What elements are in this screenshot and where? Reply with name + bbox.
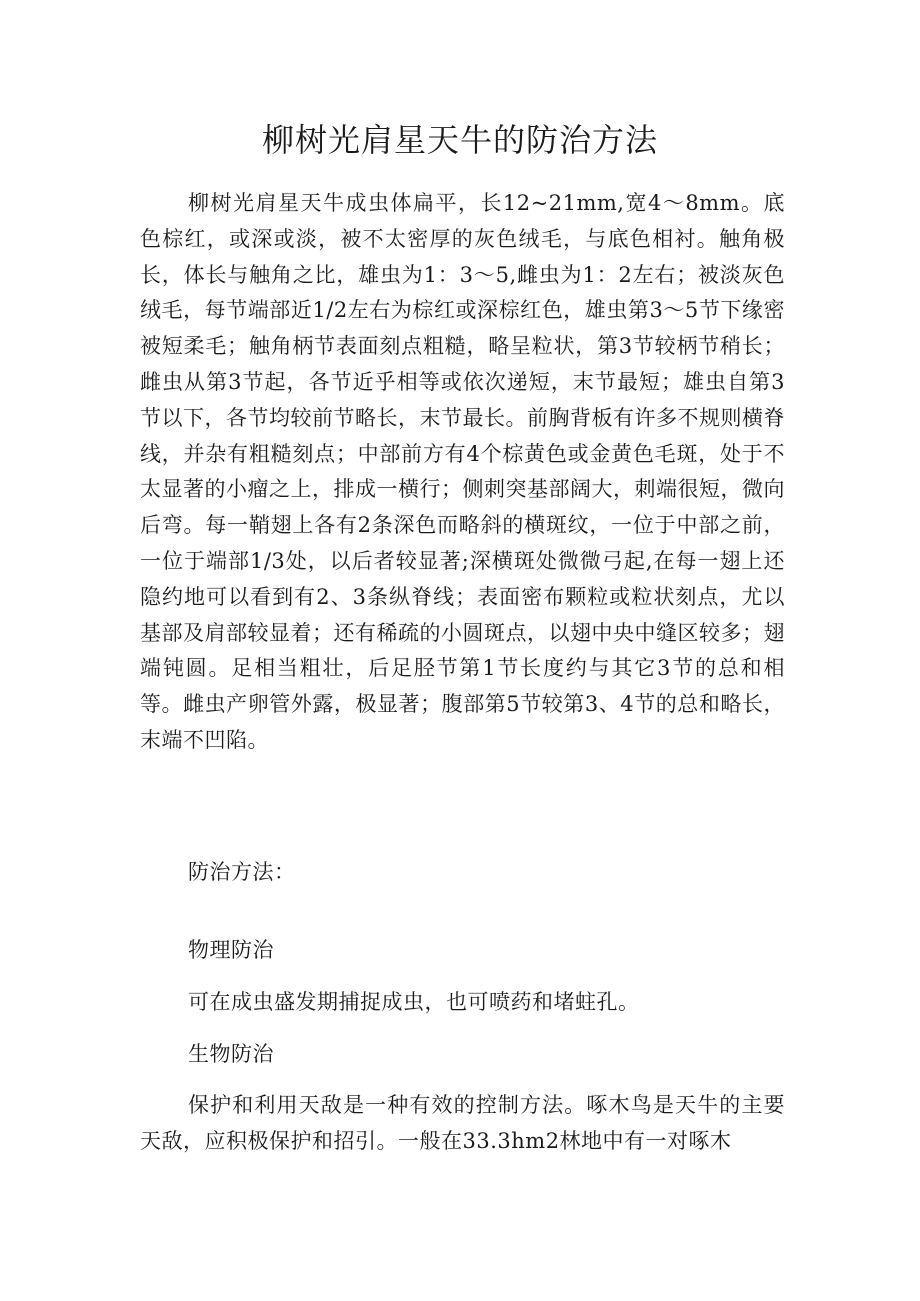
heading-physical: 物理防治 [188, 938, 274, 962]
heading-biological: 生物防治 [188, 1042, 274, 1066]
document-title: 柳树光肩星天牛的防治方法 [261, 121, 658, 159]
paragraph-physical: 可在成虫盛发期捕捉成虫，也可喷药和堵蛀孔。 [188, 990, 640, 1014]
paragraph-description: 柳树光肩星天牛成虫体扁平，长12~21mm,宽4～8mm。底色棕红，或深或淡，被不太密厚的灰色绒毛，与底色相衬。触角极长，体长与触角之比，雄虫为1：3～5,雌虫为1：2左右；被淡灰色绒毛，每节端部近1/2左右为棕红或深棕红色，雄虫第3～5节下缘密被短柔毛；触角柄节表面刻点粗糙，略呈粒状，第3节较柄节稍长；雌虫从第3节起，各节近乎相等或依次递短，末节最短；雄虫自第3节以下，各节均较前节略长，末节最长。前胸背板有许多不规则横脊线，并杂有粗糙刻点；中部前方有4个棕黄色或金黄色毛斑，处于不太显著的小瘤之上，排成一横行；侧刺突基部阔大，刺端很短，微向后弯。每一鞘翅上各有2条深色而略斜的横斑纹，一位于中部之前，一位于端部1/3处，以后者较显著;深横斑处微微弓起,在每一翅上还隐约地可以看到有2、3条纵脊线；表面密布颗粒或粒状刻点，尤以基部及肩部较显着；还有稀疏的小圆斑点，以翅中央中缝区较多；翅端钝圆。足相当粗壮，后足胫节第1节长度约与其它3节的总和相等。雌虫产卵管外露，极显著；腹部第5节较第3、4节的总和略长，末端不凹陷。 [140, 191, 785, 752]
heading-methods: 防治方法： [188, 860, 296, 884]
paragraph-biological: 保护和利用天敌是一种有效的控制方法。啄木鸟是天牛的主要天敌，应积极保护和招引。一般在33.3hm2林地中有一对啄木 [140, 1093, 785, 1153]
